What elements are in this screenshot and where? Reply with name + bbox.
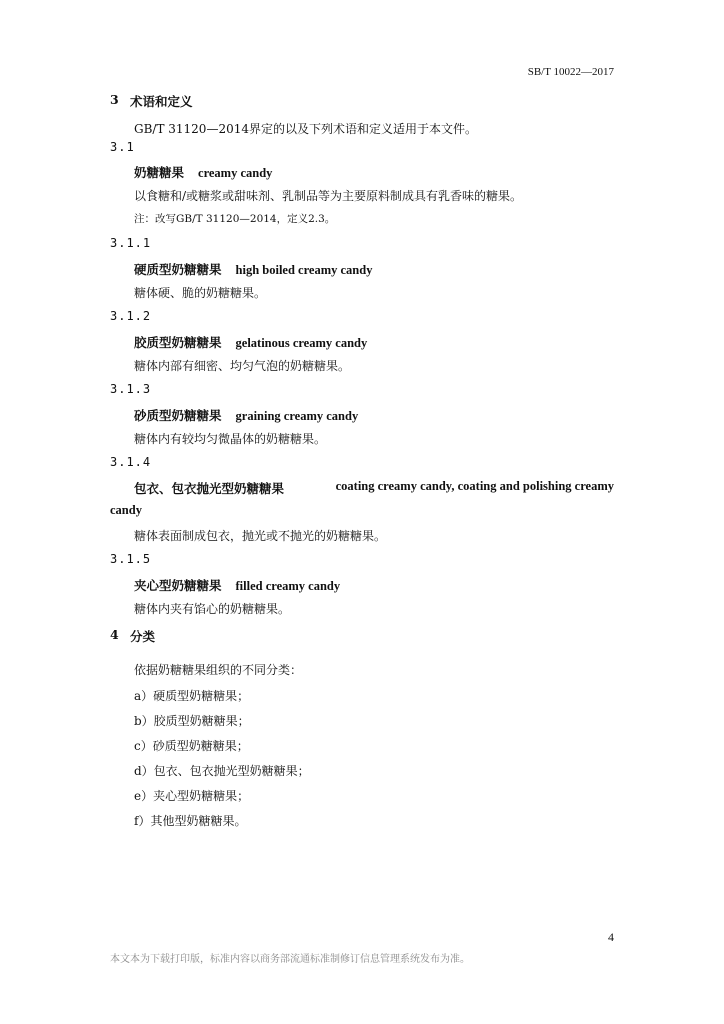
classification-item: b）胶质型奶糖糖果； [134, 714, 250, 728]
section-3-number: 3 [110, 92, 119, 107]
term-3-1-4-zh: 包衣、包衣抛光型奶糖糖果 [134, 481, 285, 496]
term-3-1-3-en: graining creamy candy [235, 409, 359, 423]
section-4-intro: 依据奶糖糖果组织的不同分类： [134, 663, 303, 677]
term-3-1-definition: 以食糖和/或糖浆或甜味剂、乳制品等为主要原料制成具有乳香味的糖果。 [134, 189, 523, 203]
term-3-1-3-definition: 糖体内有较均匀微晶体的奶糖糖果。 [134, 432, 327, 446]
term-3-1-5-en: filled creamy candy [235, 579, 341, 593]
term-3-1-2 [134, 333, 367, 351]
term-3-1 [134, 163, 272, 181]
term-3-1-4-en: coating creamy candy, coating and polishing creamy [335, 479, 614, 493]
classification-item: a）硬质型奶糖糖果； [134, 689, 250, 703]
term-3-1-1-definition: 糖体硬、脆的奶糖糖果。 [134, 286, 267, 300]
term-3-1-2-definition: 糖体内部有细密、均匀气泡的奶糖糖果。 [134, 359, 351, 373]
page-number: 4 [608, 930, 614, 944]
section-4-number: 4 [110, 627, 119, 642]
classification-item: e）夹心型奶糖糖果； [134, 789, 250, 803]
term-3-1-1-zh: 硬质型奶糖糖果 [134, 262, 222, 277]
classification-item: c）砂质型奶糖糖果； [134, 739, 249, 753]
term-3-1-3-zh: 砂质型奶糖糖果 [134, 408, 222, 423]
term-3-1-3-number: 3.1.3 [110, 382, 152, 396]
section-4-title: 分类 [130, 629, 156, 644]
term-3-1-1-en: high boiled creamy candy [235, 263, 373, 277]
term-3-1-5-number: 3.1.5 [110, 552, 152, 566]
term-3-1-en: creamy candy [198, 166, 273, 180]
document-code: SB/T 10022—2017 [527, 66, 614, 78]
classification-item: d）包衣、包衣抛光型奶糖糖果； [134, 764, 310, 778]
term-3-1-number: 3.1 [110, 140, 135, 154]
term-3-1-5 [134, 576, 340, 594]
term-3-1-5-zh: 夹心型奶糖糖果 [134, 578, 222, 593]
term-3-1-2-en: gelatinous creamy candy [235, 336, 368, 350]
term-3-1-2-number: 3.1.2 [110, 309, 152, 323]
term-3-1-4-number: 3.1.4 [110, 455, 152, 469]
classification-item: f）其他型奶糖糖果。 [134, 814, 247, 828]
section-3-title: 术语和定义 [130, 94, 193, 109]
term-3-1-1 [134, 260, 372, 278]
section-3-intro: GB/T 31120—2014界定的以及下列术语和定义适用于本文件。 [134, 122, 477, 136]
term-3-1-zh: 奶糖糖果 [134, 165, 185, 180]
footer-disclaimer: 本文本为下载打印版，标准内容以商务部流通标准制修订信息管理系统发布为准。 [110, 954, 470, 965]
term-3-1-1-number: 3.1.1 [110, 236, 152, 250]
term-3-1-4-definition: 糖体表面制成包衣，抛光或不抛光的奶糖糖果。 [134, 529, 387, 543]
term-3-1-3 [134, 406, 358, 424]
term-3-1-4-en-continued: candy [110, 503, 142, 517]
term-3-1-4 [134, 479, 614, 497]
term-3-1-note: 注：改写GB/T 31120—2014，定义2.3。 [134, 213, 336, 225]
term-3-1-2-zh: 胶质型奶糖糖果 [134, 335, 222, 350]
term-3-1-5-definition: 糖体内夹有馅心的奶糖糖果。 [134, 602, 291, 616]
